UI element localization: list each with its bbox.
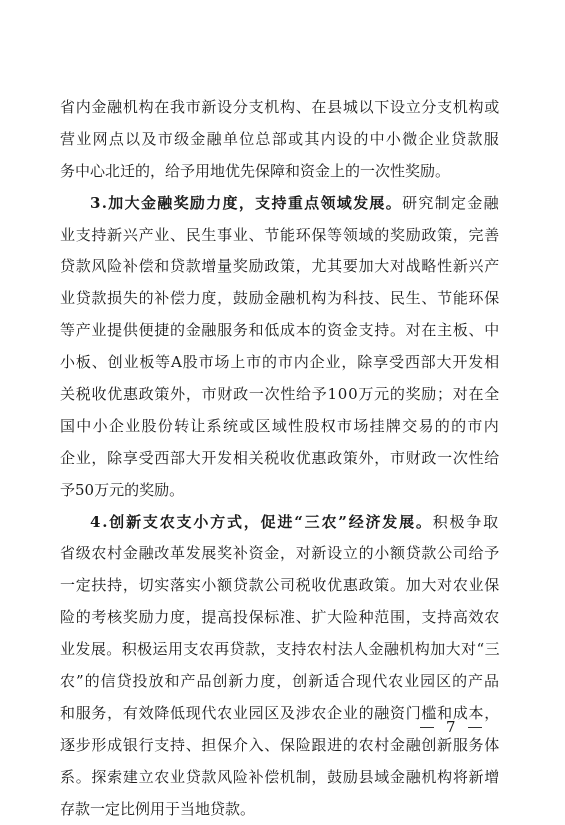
line-text: 逐步形成银行支持、担保介入、保险跟进的农村金融创新服务体 [60, 735, 500, 754]
text-line [60, 602, 500, 634]
page-number: 7 [446, 718, 456, 736]
footer-dash-right [468, 727, 482, 728]
text-line [60, 794, 500, 825]
text-line [60, 411, 500, 443]
text-line [60, 762, 500, 794]
text-line [60, 570, 500, 602]
line-text: 和服务，有效降低现代农业园区及涉农企业的融资门槛和成本， [60, 703, 500, 722]
line-text: 险的考核奖励力度，提高投保标准、扩大险种范围，支持高效农 [60, 608, 500, 627]
footer-dash-left [420, 727, 434, 728]
text-line [60, 220, 500, 252]
text-line [60, 283, 500, 315]
line-text: 贷款风险补偿和贷款增量奖励政策，尤其要加大对战略性新兴产 [60, 257, 500, 276]
text-line [60, 507, 500, 539]
line-text: 业发展。积极运用支农再贷款，支持农村法人金融机构加大对“三 [60, 640, 500, 659]
line-text: 积极争取 [432, 512, 500, 531]
text-line [60, 156, 500, 188]
line-text: 省内金融机构在我市新设分支机构、在县城以下设立分支机构或 [60, 98, 500, 116]
line-text: 小板、创业板等A股市场上市的市内企业，除享受西部大开发相 [60, 353, 500, 372]
line-text: 务中心北迁的，给予用地优先保障和资金上的一次性奖励。 [60, 161, 451, 180]
text-line [60, 666, 500, 698]
line-text: 研究制定金融 [402, 193, 500, 212]
line-text: 业支持新兴产业、民生事业、节能环保等领域的奖励政策，完善 [60, 225, 500, 244]
section-heading: 4.创新支农支小方式，促进“三农”经济发展。 [90, 512, 433, 531]
text-line [60, 315, 500, 347]
line-text: 省级农村金融改革发展奖补资金，对新设立的小额贷款公司给予 [60, 544, 500, 563]
line-text: 存款一定比例用于当地贷款。 [60, 799, 256, 818]
text-line [60, 347, 500, 379]
text-line [60, 124, 500, 156]
line-text: 关税收优惠政策外，市财政一次性给予100万元的奖励；对在全 [60, 385, 500, 404]
text-line [60, 92, 500, 124]
line-text: 业贷款损失的补偿力度，鼓励金融机构为科技、民生、节能环保 [60, 289, 500, 308]
document-body [60, 92, 500, 825]
line-text: 营业网点以及市级金融单位总部或其内设的中小微企业贷款服 [60, 129, 500, 148]
page-footer [420, 718, 482, 736]
line-text: 农”的信贷投放和产品创新力度，创新适合现代农业园区的产品 [60, 672, 500, 691]
text-line [60, 188, 500, 220]
text-line [60, 443, 500, 475]
line-text: 企业，除享受西部大开发相关税收优惠政策外，市财政一次性给 [60, 448, 500, 467]
line-text: 国中小企业股份转让系统或区域性股权市场挂牌交易的的市内 [60, 416, 500, 435]
text-line [60, 634, 500, 666]
line-text: 予50万元的奖励。 [60, 480, 185, 499]
line-text: 一定扶持，切实落实小额贷款公司税收优惠政策。加大对农业保 [60, 576, 500, 595]
text-line [60, 251, 500, 283]
section-heading: 3.加大金融奖励力度，支持重点领域发展。 [90, 193, 403, 212]
line-text: 系。探索建立农业贷款风险补偿机制，鼓励县域金融机构将新增 [60, 767, 500, 786]
line-text: 等产业提供便捷的金融服务和低成本的资金支持。对在主板、中 [60, 321, 500, 340]
text-line [60, 475, 500, 507]
text-line [60, 379, 500, 411]
text-line [60, 538, 500, 570]
